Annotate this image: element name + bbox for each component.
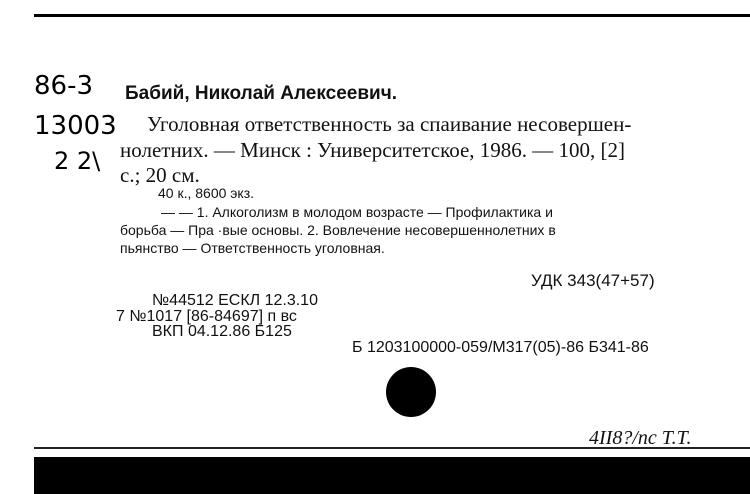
title-line-2: нолетних. — Минск : Университетское, 1986. — 100, [2] bbox=[120, 138, 626, 162]
subject-headings-line-3: пьянство — Ответственность уголовная. bbox=[120, 240, 385, 256]
registry-line-1: №44512 ЕСКЛ 12.3.10 bbox=[152, 292, 318, 309]
catalog-code: Б 1203100000-059/М317(05)-86 Б341-86 bbox=[352, 339, 649, 356]
subject-headings-line-1: — — 1. Алкоголизм в молодом возрасте — Профилактика и bbox=[161, 204, 553, 220]
price-and-print-run: 40 к., 8600 экз. bbox=[158, 185, 255, 201]
subject-headings-line-2: борьба — Пра ·вые основы. 2. Вовлечение несовершеннолетних в bbox=[120, 222, 556, 238]
udk-classification: УДК 343(47+57) bbox=[531, 271, 655, 290]
author-heading: Бабий, Николай Алексеевич. bbox=[125, 83, 398, 104]
left-scan-margin bbox=[0, 0, 34, 494]
title-line-3: с.; 20 см. bbox=[120, 163, 200, 187]
handwritten-inventory-number: 13003 bbox=[34, 111, 117, 141]
catalog-card bbox=[34, 14, 750, 457]
title-line-1: Уголовная ответственность за спаивание несовершен- bbox=[147, 112, 632, 136]
registry-line-3: ВКП 04.12.86 Б125 bbox=[152, 323, 292, 340]
handwritten-bottom-note: 4II8?/пс Т.Т. bbox=[589, 427, 692, 449]
top-scan-margin bbox=[0, 0, 750, 14]
handwritten-shelf-mark: 86-3 bbox=[34, 71, 94, 101]
punch-hole bbox=[386, 367, 436, 417]
handwritten-note: 2 2\ bbox=[54, 147, 101, 175]
registry-line-2: 7 №1017 [86-84697] п вс bbox=[116, 308, 297, 325]
